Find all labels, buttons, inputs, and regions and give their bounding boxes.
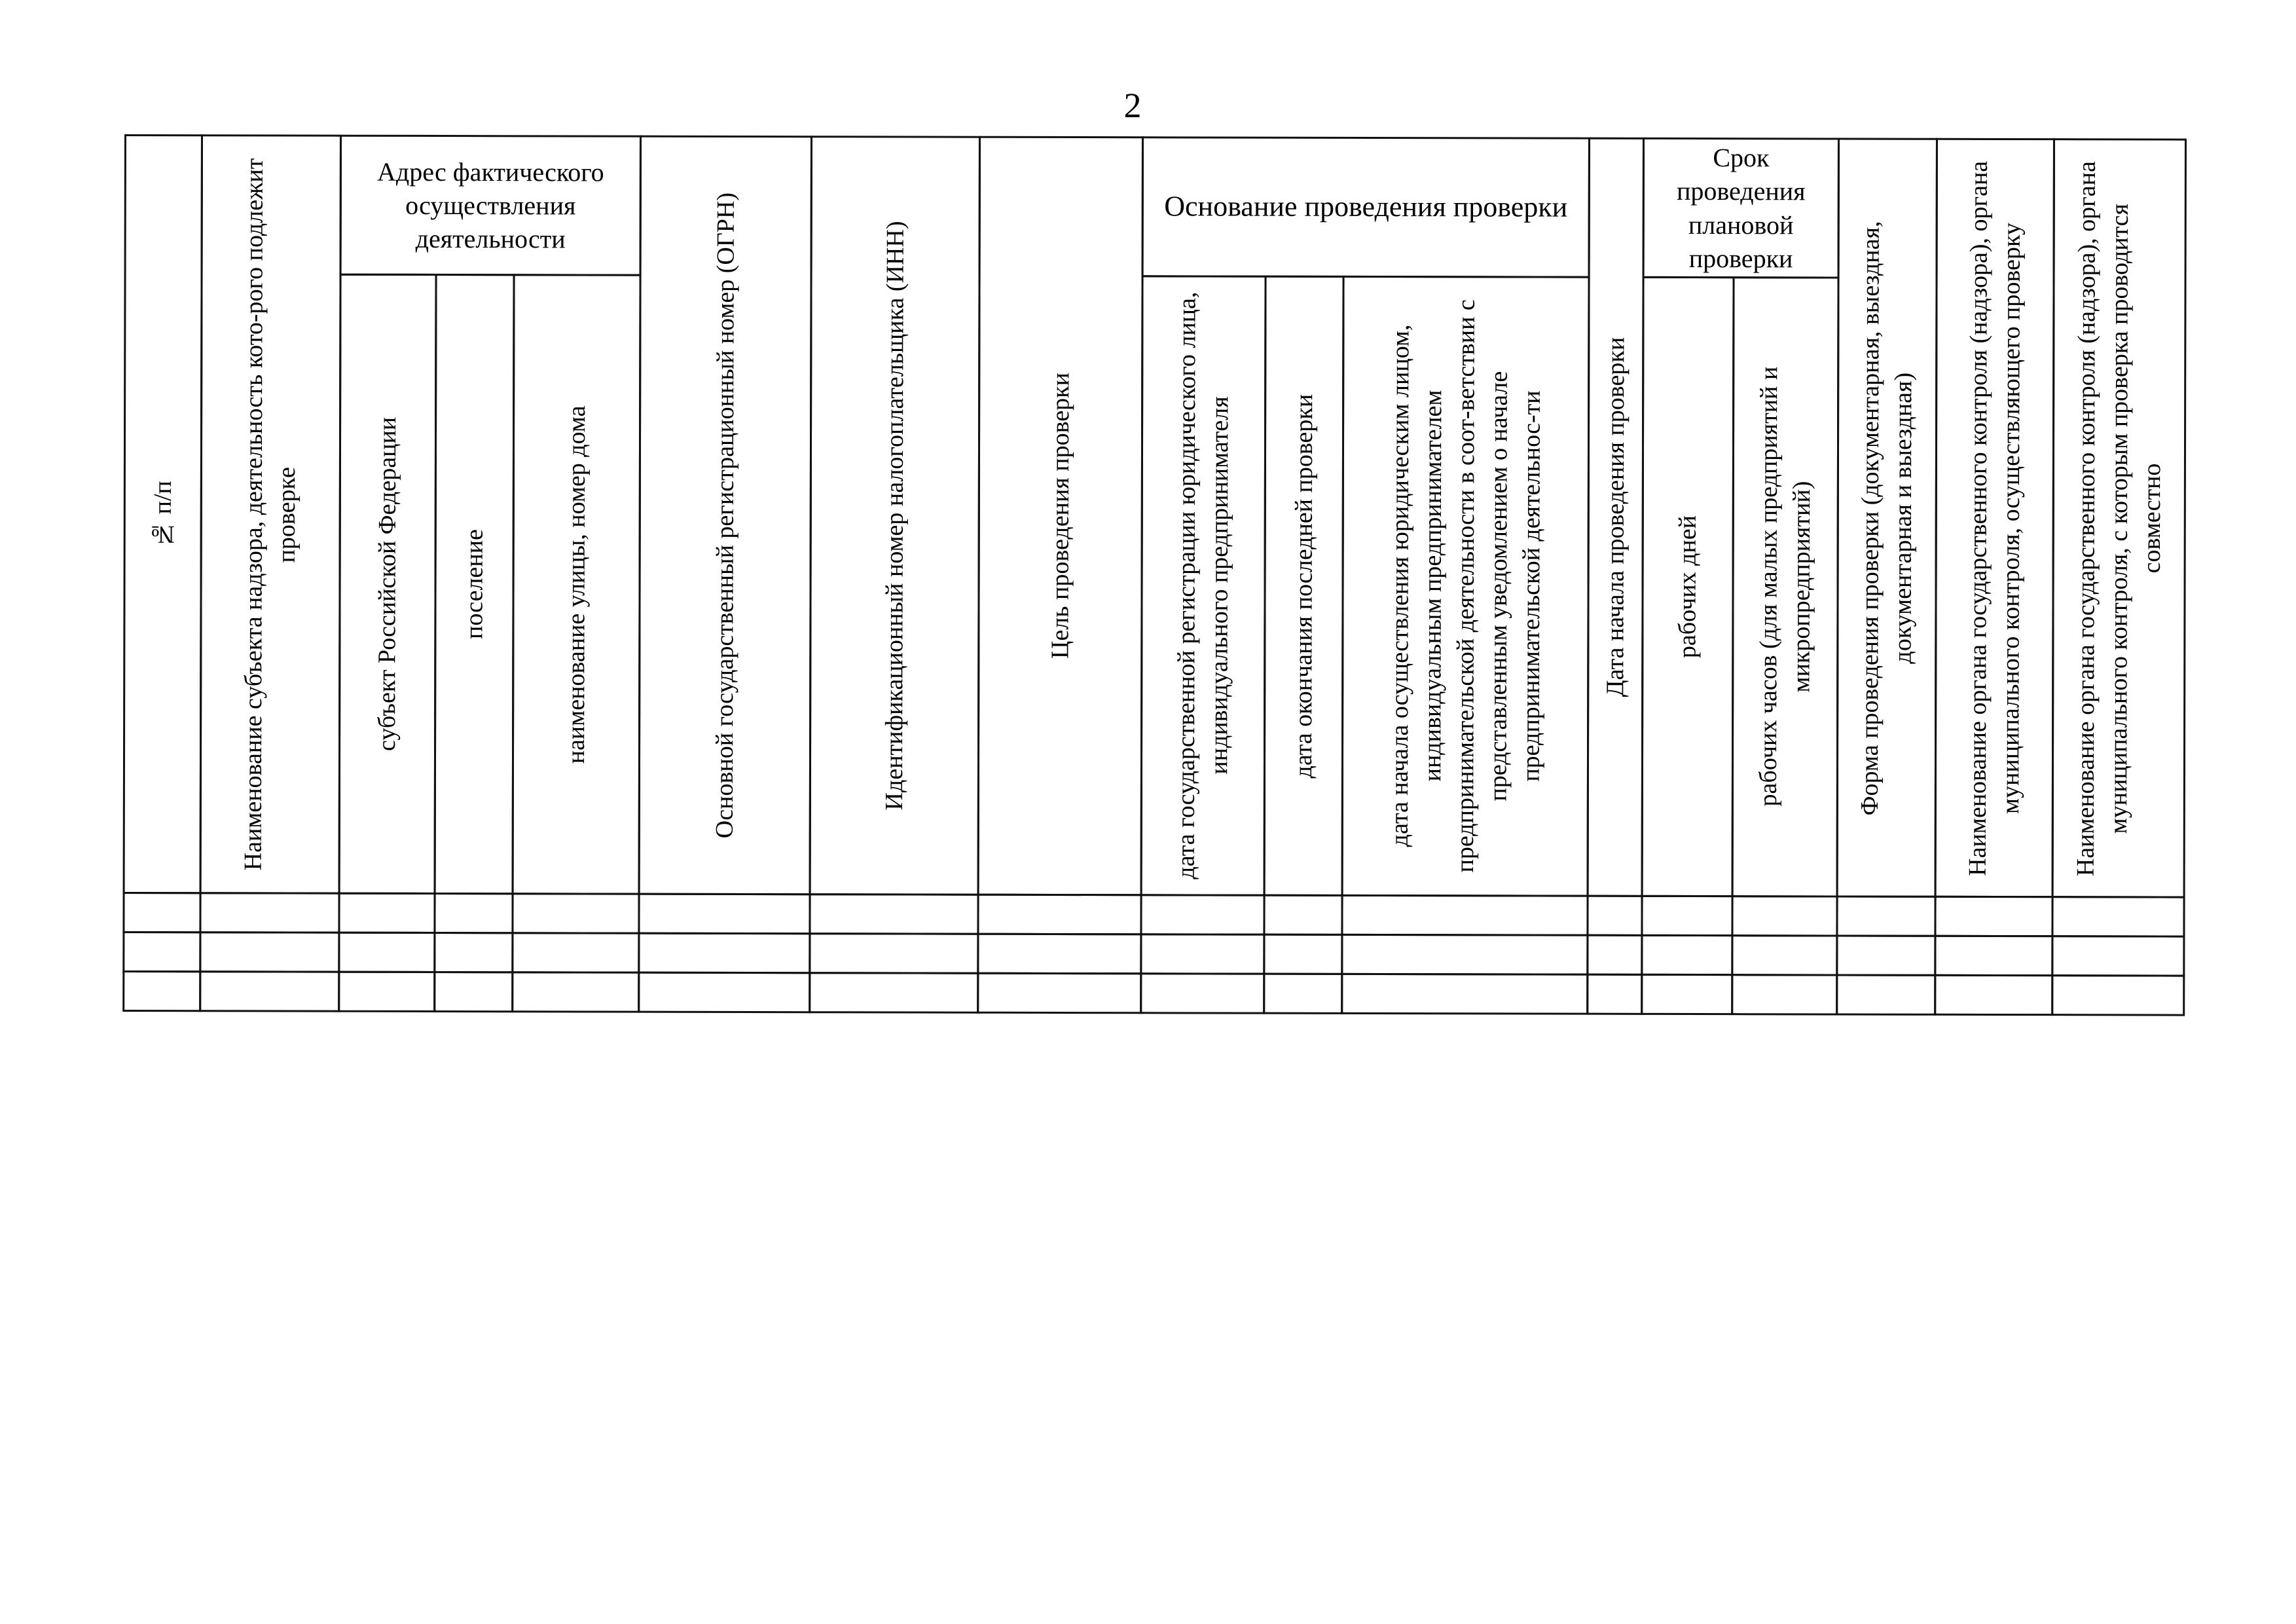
- header-form: Форма проведения проверки (документарная, выездная, документарная и выездная): [1836, 138, 1938, 897]
- table-cell: [433, 893, 513, 934]
- table-cell: [977, 894, 1142, 936]
- table-cell: [511, 971, 640, 1012]
- table-cell: [1641, 934, 1733, 976]
- table-cell: [199, 970, 340, 1012]
- header-joint-authority-name: Наименование органа государственного контроля (надзора), органа муниципального контроля, с которым проверка проводится совместно: [2052, 138, 2187, 898]
- table-cell: [1836, 895, 1936, 936]
- table-cell: [199, 892, 340, 933]
- header-address-group: Адрес фактического осуществления деятельности: [340, 135, 642, 276]
- table-cell: [1731, 974, 1838, 1015]
- table-cell: [1641, 895, 1733, 936]
- table-cell: [433, 932, 513, 973]
- header-purpose: Цель проведения проверки: [977, 136, 1144, 896]
- header-basis-last-check-end: дата окончания последней проверки: [1264, 276, 1345, 896]
- table-cell: [1836, 974, 1936, 1015]
- table-cell: [809, 932, 979, 974]
- table-cell: [1140, 933, 1265, 974]
- table-cell: [1836, 934, 1936, 976]
- header-term-workhours: рабочих часов (для малых предприятий и микропредприятий): [1732, 276, 1840, 897]
- table-cell: [809, 972, 979, 1014]
- table-cell: [1341, 973, 1588, 1015]
- header-address-settlement: поселение: [434, 274, 515, 895]
- table-cell: [2051, 974, 2185, 1016]
- table-cell: [1263, 973, 1343, 1014]
- table-cell: [1341, 895, 1588, 936]
- table-cell: [977, 972, 1142, 1014]
- table-cell: [1263, 895, 1343, 936]
- table-cell: [1140, 894, 1265, 935]
- header-authority-name: Наименование органа государственного контроля (надзора), органа муниципального контроля, осуществляющего проверку: [1935, 138, 2055, 898]
- table-cell: [338, 893, 435, 934]
- table-cell: [511, 893, 640, 934]
- table-cell: [1140, 972, 1265, 1014]
- header-start-date: Дата начала проведения проверки: [1587, 138, 1645, 897]
- header-basis-registration-date: дата государственной регистрации юридического лица, индивидуального предпринимателя: [1140, 275, 1267, 896]
- table-cell: [809, 893, 979, 935]
- table-cell: [1586, 895, 1643, 936]
- table-cell: [1341, 934, 1588, 976]
- table-cell: [338, 932, 435, 973]
- header-ogrn: Основной государственный регистрационный номер (ОГРН): [638, 136, 812, 896]
- table-cell: [638, 893, 811, 935]
- table-cell: [122, 892, 201, 933]
- header-basis-group: Основание проведения проверки: [1142, 136, 1590, 278]
- table-cell: [1731, 934, 1838, 976]
- table-cell: [1641, 974, 1733, 1015]
- table-cell: [1934, 974, 2053, 1016]
- table-cell: [122, 970, 201, 1012]
- table-cell: [1934, 935, 2053, 976]
- header-num: № п/п: [123, 134, 203, 894]
- header-inn: Идентификационный номер налогоплательщика (ИНН): [809, 136, 981, 896]
- table-cell: [122, 931, 201, 972]
- header-address-region: субъект Российской Федерации: [338, 274, 437, 895]
- header-address-street: наименование улицы, номер дома: [512, 274, 642, 895]
- table-cell: [977, 933, 1142, 975]
- header-term-workdays: рабочих дней: [1641, 276, 1735, 897]
- table-cell: [1586, 934, 1643, 976]
- page-number: 2: [1123, 86, 1142, 125]
- table-cell: [1731, 895, 1838, 936]
- header-term-group: Срок проведения плановой проверки: [1643, 138, 1840, 279]
- header-basis-activity-start: дата начала осуществления юридическим лицом, индивидуальным предпринимателем предпринимательской деятельности в соот-ветствии с представленным уведомлением о начале предпринимательской деятельнос-ти: [1341, 276, 1590, 897]
- table-cell: [433, 971, 513, 1012]
- table-cell: [1934, 896, 2053, 937]
- table-cell: [2051, 935, 2185, 976]
- inspection-plan-table: [122, 134, 2187, 1016]
- table-cell: [638, 932, 811, 974]
- table-cell: [638, 972, 811, 1014]
- table-cell: [199, 931, 340, 972]
- table-cell: [1263, 934, 1343, 975]
- table-cell: [511, 932, 640, 973]
- table-cell: [2051, 896, 2185, 937]
- table-cell: [1586, 974, 1643, 1015]
- table-cell: [338, 971, 435, 1012]
- header-subject-name: Наименование субъекта надзора, деятельность кото-рого подлежит проверке: [200, 134, 342, 894]
